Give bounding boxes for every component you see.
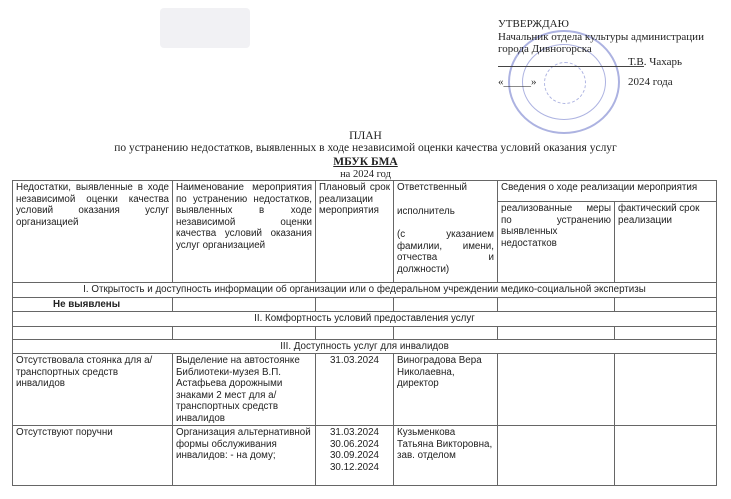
row1-measure: Выделение на автостоянке Библиотеки-музея В.П. Астафьева дорожными знаками 2 мест для а/транспортных средств инвалидов: [173, 354, 316, 426]
header-responsible: [394, 181, 498, 283]
table-row: [13, 426, 717, 486]
organization-name: МБУК БМА: [333, 156, 398, 168]
row2-deadlines: [316, 426, 394, 486]
header-responsible-line3: (с указанием фамилии, имени, отчества и должности): [397, 229, 494, 275]
row-none-found: Не выявлены: [13, 297, 173, 312]
plan-year: на 2024 год: [340, 169, 391, 180]
row2-issue: Отсутствуют поручни: [13, 426, 173, 486]
approval-date: «_____» 2024 года: [498, 76, 704, 89]
row2-responsible: Кузьменкова Татьяна Викторовна, зав. отделом: [394, 426, 498, 486]
header-measure: Наименование мероприятия по устранению недостатков, выявленных в ходе независимой оценки качества условий оказания услуг организацией: [173, 181, 316, 283]
header-responsible-line2: исполнитель: [397, 205, 455, 217]
section-2: II. Комфортность условий предоставления услуг: [13, 312, 717, 327]
approval-city: города Дивногорска: [498, 43, 592, 55]
row2-measure: Организация альтернативной формы обслуживания инвалидов: - на дому;: [173, 426, 316, 486]
section-1: I. Открытость и доступность информации об организации или о федеральном учреждении медико-социальной экспертизы: [13, 283, 717, 298]
row1-deadline: 31.03.2024: [316, 354, 394, 426]
header-actual-deadline: фактический срок реализации: [615, 202, 717, 283]
plan-title: ПЛАН: [349, 130, 382, 142]
header-implemented-measures: реализованные меры по устранению выявленных недостатков: [498, 202, 615, 283]
header-deadline: Плановый срок реализации мероприятия: [316, 181, 394, 283]
approval-block: [498, 18, 704, 89]
table-row: [13, 354, 717, 426]
header-issues: Недостатки, выявленные в ходе независимой оценки качества условий оказания услуг организацией: [13, 181, 173, 283]
faded-header-text: [160, 8, 250, 48]
header-responsible-line1: Ответственный: [397, 182, 467, 193]
approval-signature: Т.В. Чахарь: [498, 56, 704, 69]
row2-deadline-3: 30.09.2024: [329, 450, 380, 461]
plan-subtitle: по устранению недостатков, выявленных в ходе независимой оценки качества условий оказания услуг: [114, 142, 617, 154]
approval-position: Начальник отдела культуры администрации: [498, 30, 704, 43]
header-progress: Сведения о ходе реализации мероприятия: [498, 181, 717, 202]
row2-deadline-1: 31.03.2024: [329, 427, 380, 438]
plan-table: [12, 180, 717, 486]
row1-issue: Отсутствовала стоянка для а/транспортных средств инвалидов: [13, 354, 173, 426]
row2-deadline-4: 30.12.2024: [329, 461, 380, 473]
row1-responsible: Виноградова Вера Николаевна, директор: [394, 354, 498, 426]
approval-title: УТВЕРЖДАЮ: [498, 18, 569, 30]
row2-deadline-2: 30.06.2024: [329, 438, 380, 450]
section-3: III. Доступность услуг для инвалидов: [13, 339, 717, 354]
